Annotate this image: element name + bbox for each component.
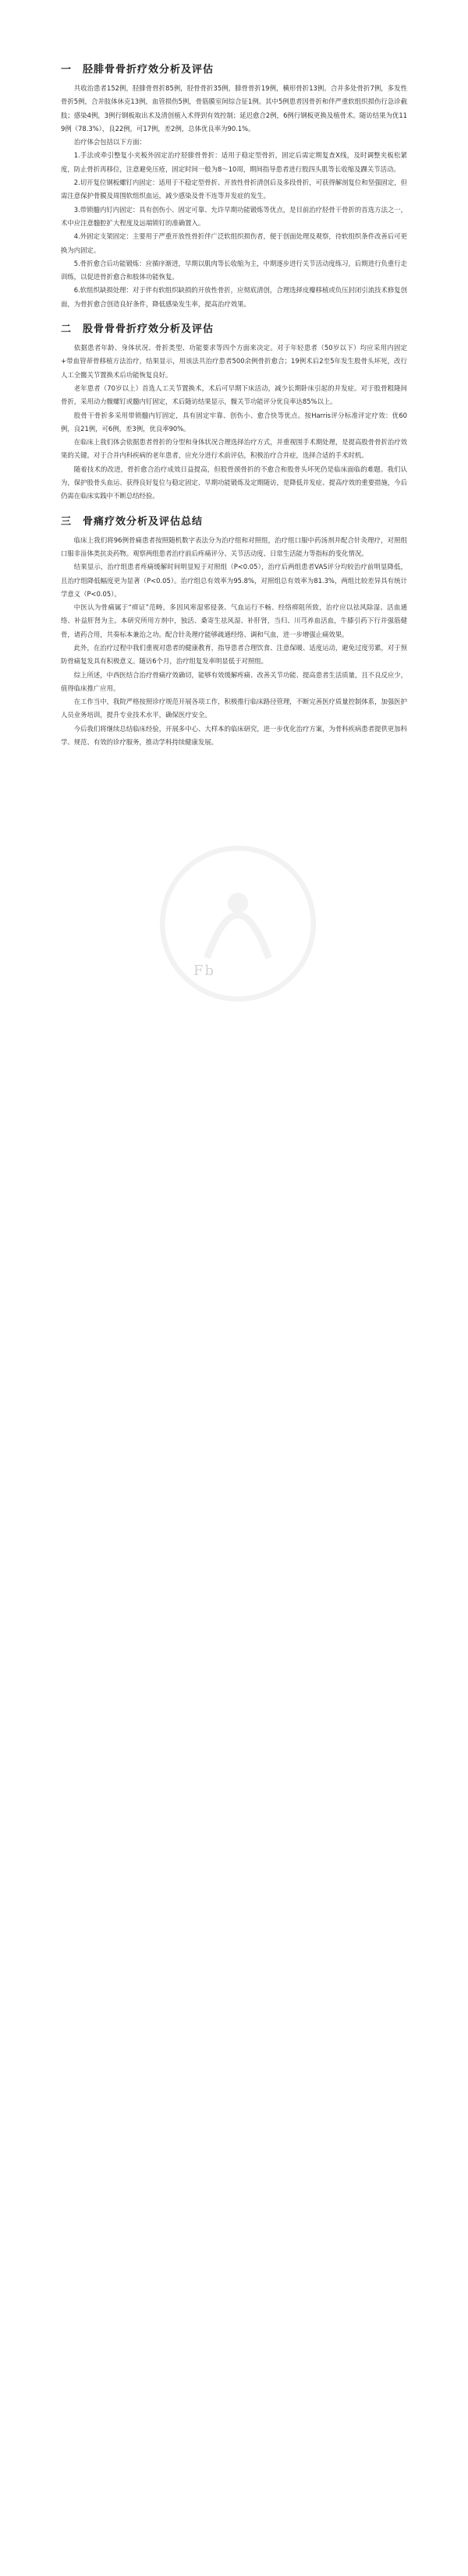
paragraph: 此外，在治疗过程中我们重视对患者的健康教育，指导患者合理饮食、注意保暖、适度运动，避免过度劳累，对于预防骨痛复发具有积极意义。随访6个月，治疗组复发率明显低于对照组。 (61, 643, 407, 666)
section-heading-bone-pain: 三 骨痛疗效分析及评估总结 (61, 515, 204, 528)
paragraph: 2.切开复位钢板螺钉内固定：适用于不稳定型骨折、开放性骨折清创后及多段骨折，可获得解剖复位和坚强固定，但需注意保护骨膜及周围软组织血运，减少感染及骨不连等并发症的发生。 (61, 178, 407, 200)
paragraph: 4.外固定支架固定：主要用于严重开放性骨折伴广泛软组织损伤者，便于创面处理及观察，待软组织条件改善后可更换为内固定。 (61, 232, 407, 254)
paragraph: 共收治患者152例，胫腓骨骨折85例，胫骨骨折35例，腓骨骨折19例，横形骨折13例。合并多处骨折7例，多发性骨折5例，合并肢体休克13例，血管损伤5例，骨筋膜室间综合征1例。其中5例患者因骨折和伴严重软组织损伤行急诊截肢；感染4例，3例行钢板取出术及清创植入术得到有效控制；延迟愈合2例，6例行钢板更换及植骨术。随访结果为优119例（78.3%），良22例，可17例，差2例，总体优良率为90.1%。 (61, 84, 407, 133)
paragraph: 今后我们将继续总结临床经验，开展多中心、大样本的临床研究，进一步优化治疗方案，为骨科疾病患者提供更加科学、规范、有效的诊疗服务，推动学科持续健康发展。 (61, 724, 407, 747)
paragraph: 综上所述，中西医结合治疗骨痛疗效确切，能够有效缓解疼痛、改善关节功能、提高患者生活质量，且不良反应少，值得临床推广应用。 (61, 670, 407, 692)
paragraph: 在工作当中，我院严格按照诊疗规范开展各项工作，积极推行临床路径管理，不断完善医疗质量控制体系，加强医护人员业务培训，提升专业技术水平，确保医疗安全。 (61, 698, 407, 719)
paragraph: 中医认为骨痛属于“痹证”范畴，多因风寒湿邪侵袭、气血运行不畅、经络痹阻所致，治疗应以祛风除湿、活血通络、补益肝肾为主。本研究所用方剂中，独活、桑寄生祛风湿、补肝肾，当归、川芎养血活血，牛膝引药下行并强筋健骨，诸药合用，共奏标本兼治之功。配合针灸理疗能够疏通经络、调和气血，进一步增强止痛效果。 (61, 603, 407, 638)
paragraph: 股骨干骨折多采用带锁髓内钉固定，具有固定牢靠、创伤小、愈合快等优点。按Harris评分标准评定疗效：优60例，良21例，可6例，差3例，优良率90%。 (61, 411, 407, 433)
paragraph: 3.带锁髓内钉内固定：具有创伤小、固定可靠、允许早期功能锻炼等优点，是目前治疗胫骨干骨折的首选方法之一，术中应注意髓腔扩大程度及远端锁钉的准确置入。 (61, 205, 407, 227)
paragraph: 随着技术的改进，骨折愈合治疗成效日益提高，但股骨颈骨折的不愈合和股骨头坏死仍是临床面临的难题。我们认为，保护股骨头血运、获得良好复位与稳定固定、早期功能锻炼及定期随访，是降低并发症、提高疗效的重要措施，今后仍需在临床实践中不断总结经验。 (61, 465, 407, 500)
watermark-logo-icon (152, 838, 324, 1009)
paragraph: 依据患者年龄、身体状况、骨折类型、功能要求等四个方面来决定。对于年轻患者（50岁以下）均应采用内固定+带血管蒂骨移植方法治疗，结果显示，用该法共治疗患者500余例骨折愈合；19例术后2至5年发生股骨头坏死，改行人工全髋关节置换术后功能恢复良好。 (61, 344, 407, 379)
paragraph: 治疗体会包括以下方面： (73, 138, 146, 147)
paragraph: 6.软组织缺损处理：对于伴有软组织缺损的开放性骨折，应彻底清创，合理选择皮瓣移植或负压封闭引流技术修复创面，为骨折愈合创造良好条件，降低感染发生率，提高治疗效果。 (61, 286, 407, 308)
paragraph: 在临床上我们体会依据患者骨折的分型和身体状况合理选择治疗方式，并重视围手术期处理，是提高股骨骨折治疗效果的关键。对于合并内科疾病的老年患者，应充分进行术前评估，积极治疗合并症，选择合适的手术时机。 (61, 438, 407, 460)
section-heading-fracture-femur: 二 股骨骨骨折疗效分析及评估 (61, 323, 214, 336)
section-heading-fracture-tibia: 一 胫腓骨骨折疗效分析及评估 (61, 64, 214, 76)
paragraph: 结果显示，治疗组患者疼痛缓解时间明显短于对照组（P<0.05），治疗后两组患者VAS评分均较治疗前明显降低，且治疗组降低幅度更为显著（P<0.05）。治疗组总有效率为95.8%，对照组总有效率为81.3%，两组比较差异具有统计学意义（P<0.05）。 (61, 563, 407, 598)
paragraph: 5.骨折愈合后功能锻炼：应循序渐进，早期以肌肉等长收缩为主，中期逐步进行关节活动度练习，后期进行负重行走训练，以促进骨折愈合和肢体功能恢复。 (61, 259, 407, 281)
paragraph: 1.手法或牵引整复小夹板外固定治疗胫腓骨骨折：适用于稳定型骨折，固定后需定期复查X线，及时调整夹板松紧度，防止骨折再移位，注意避免压疮，固定时间一般为8～10周，期间指导患者进行股四头肌等长收缩及踝关节活动。 (61, 151, 407, 173)
paragraph: 临床上我们将96例骨痛患者按照随机数字表法分为治疗组和对照组，治疗组口服中药汤剂并配合针灸理疗，对照组口服非甾体类抗炎药物。观察两组患者治疗前后疼痛评分、关节活动度、日常生活能力等指标的变化情况。 (61, 535, 407, 557)
watermark-text: Fb (193, 963, 216, 979)
paragraph: 老年患者（70岁以上）首选人工关节置换术，术后可早期下床活动，减少长期卧床引起的并发症。对于股骨粗隆间骨折，采用动力髋螺钉或髓内钉固定，术后随访结果显示，髋关节功能评分优良率达85%以上。 (61, 383, 407, 406)
